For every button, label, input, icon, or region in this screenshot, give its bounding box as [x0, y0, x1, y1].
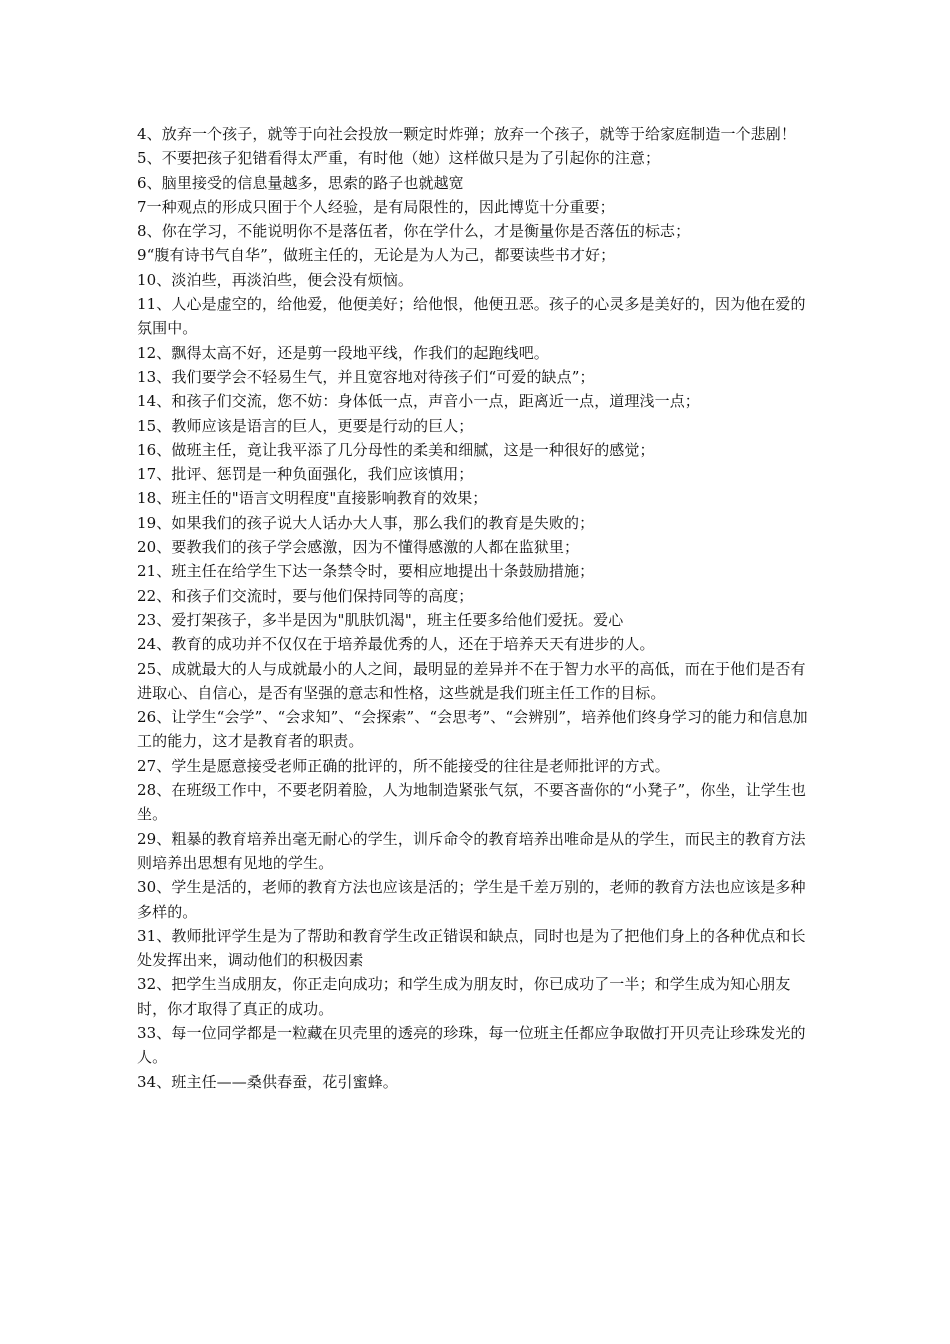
- quote-item: 16、做班主任，竟让我平添了几分母性的柔美和细腻，这是一种很好的感觉；: [137, 440, 655, 459]
- quote-item: 14、和孩子们交流，您不妨：身体低一点，声音小一点，距离近一点，道理浅一点；: [137, 392, 700, 411]
- quote-item: 24、教育的成功并不仅仅在于培养最优秀的人，还在于培养天天有进步的人。: [137, 635, 655, 654]
- quote-item: 7一种观点的形成只囿于个人经验，是有局限性的，因此博览十分重要；: [137, 197, 615, 216]
- quote-item: 18、班主任的"语言文明程度"直接影响教育的效果；: [137, 489, 488, 508]
- quote-item: 25、成就最大的人与成就最小的人之间，最明显的差异并不在于智力水平的高低，而在于他们是否有进取心、自信心，是否有坚强的意志和性格，这些就是我们班主任工作的目标。: [137, 659, 806, 702]
- quote-item: 8、你在学习，不能说明你不是落伍者，你在学什么，才是衡量你是否落伍的标志；: [137, 222, 691, 241]
- quote-item: 28、在班级工作中，不要老阴着脸，人为地制造紧张气氛，不要吝啬你的“小凳子”，你坐，让学生也坐。: [137, 781, 807, 824]
- quote-item: 12、飘得太高不好，还是剪一段地平线，作我们的起跑线吧。: [137, 343, 549, 362]
- quote-item: 31、教师批评学生是为了帮助和教育学生改正错误和缺点，同时也是为了把他们身上的各种优点和长处发挥出来，调动他们的积极因素: [137, 926, 806, 970]
- quote-item: 27、学生是愿意接受老师正确的批评的，所不能接受的往往是老师批评的方式。: [137, 756, 670, 775]
- quote-item: 10、淡泊些，再淡泊些，便会没有烦恼。: [137, 270, 413, 289]
- quote-item: 17、批评、惩罚是一种负面强化，我们应该慎用；: [137, 465, 474, 484]
- quote-item: 32、把学生当成朋友，你正走向成功；和学生成为朋友时，你已成功了一半；和学生成为知心朋友时，你才取得了真正的成功。: [137, 975, 791, 1018]
- quote-item: 6、脑里接受的信息量越多，思索的路子也就越宽: [137, 173, 464, 192]
- quote-item: 34、班主任——桑供春蚕，花引蜜蜂。: [137, 1072, 398, 1091]
- quote-item: 13、我们要学会不轻易生气，并且宽容地对待孩子们“可爱的缺点”；: [137, 367, 595, 386]
- quote-item: 22、和孩子们交流时，要与他们保持同等的高度；: [137, 586, 474, 605]
- quote-item: 29、粗暴的教育培养出毫无耐心的学生，训斥命令的教育培养出唯命是从的学生，而民主的教育方法则培养出思想有见地的学生。: [137, 829, 806, 872]
- quote-item: 15、教师应该是语言的巨人，更要是行动的巨人；: [137, 416, 474, 435]
- quote-item: 23、爱打架孩子，多半是因为"肌肤饥渴"，班主任要多给他们爱抚。爱心: [137, 610, 624, 629]
- quote-item: 21、班主任在给学生下达一条禁令时，要相应地提出十条鼓励措施；: [137, 562, 595, 581]
- quote-item: 20、要教我们的孩子学会感激，因为不懂得感激的人都在监狱里；: [137, 538, 580, 557]
- quote-item: 4、放弃一个孩子，就等于向社会投放一颗定时炸弹；放弃一个孩子，就等于给家庭制造一个悲剧！: [137, 125, 796, 143]
- quote-item: 19、如果我们的孩子说大人话办大人事，那么我们的教育是失败的；: [137, 513, 595, 532]
- quote-item: 30、学生是活的，老师的教育方法也应该是活的；学生是千差万别的，老师的教育方法也应该是多种多样的。: [137, 878, 806, 921]
- quote-item: 11、人心是虚空的，给他爱，他便美好；给他恨，他便丑恶。孩子的心灵多是美好的，因为他在爱的氛围中。: [137, 295, 806, 338]
- quote-item: 33、每一位同学都是一粒藏在贝壳里的透亮的珍珠，每一位班主任都应争取做打开贝壳让珍珠发光的人。: [137, 1023, 806, 1067]
- quote-item: 26、让学生“会学”、“会求知”、“会探索”、“会思考”、“会辨别”，培养他们终身学习的能力和信息加工的能力，这才是教育者的职责。: [137, 708, 808, 751]
- quote-item: 9“腹有诗书气自华”，做班主任的，无论是为人为己，都要读些书才好；: [137, 246, 616, 265]
- document-body: [137, 122, 813, 1094]
- quote-item: 5、不要把孩子犯错看得太严重，有时他（她）这样做只是为了引起你的注意；: [137, 149, 661, 168]
